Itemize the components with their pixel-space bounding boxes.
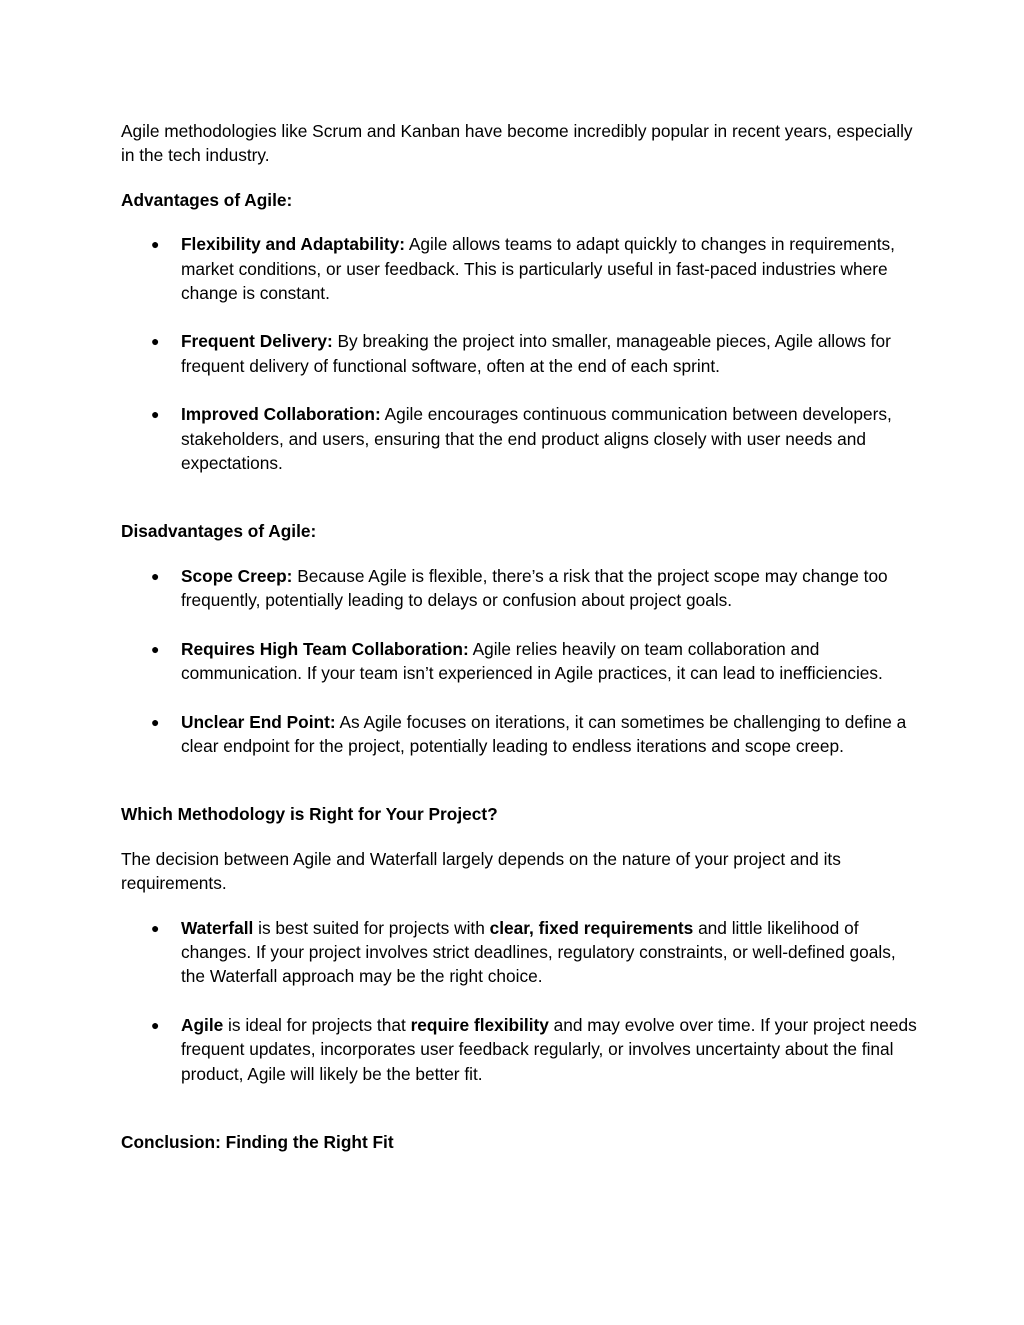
methodology-list (121, 916, 921, 1086)
item-emphasis: require flexibility (410, 1014, 549, 1035)
document-page (121, 119, 921, 1174)
item-text: Because Agile is flexible, there’s a risk that the project scope may change too frequently, potentially leading to delays or confusion about project goals. (181, 565, 888, 611)
item-term: Improved Collaboration: (181, 404, 381, 425)
item-term: Unclear End Point: (181, 711, 336, 732)
spacer (121, 1086, 921, 1130)
bullet-icon: ● (151, 640, 160, 657)
bullet-icon: ● (151, 919, 160, 936)
item-text: As Agile focuses on iterations, it can sometimes be challenging to define a clear endpoint for the project, potentially leading to endless iterations and scope creep. (181, 711, 907, 756)
bullet-icon: ● (151, 406, 160, 423)
item-term: Waterfall (181, 917, 254, 938)
item-emphasis: clear, fixed requirements (489, 917, 694, 938)
item-text: By breaking the project into smaller, manageable pieces, Agile allows for frequent delivery of functional software, often at the end of each sprint. (181, 331, 891, 376)
item-text: is ideal for projects that (223, 1014, 411, 1035)
item-text: is best suited for projects with (253, 917, 490, 938)
list-item (121, 232, 921, 305)
list-item (121, 402, 921, 475)
bullet-icon: ● (151, 567, 160, 584)
bullet-icon: ● (151, 713, 160, 730)
which-paragraph: The decision between Agile and Waterfall largely depends on the nature of your project and its requirements. (121, 848, 841, 894)
item-text: and may evolve over time. If your project needs frequent updates, incorporates user feedback regularly, or involves uncertainty about the final product, Agile will likely be the better fit. (181, 1014, 917, 1084)
list-item (121, 1013, 921, 1086)
item-term: Frequent Delivery: (181, 331, 333, 352)
advantages-heading: Advantages of Agile: (121, 189, 293, 210)
spacer (121, 475, 921, 519)
bullet-icon: ● (151, 236, 160, 253)
list-item (121, 916, 921, 989)
disadvantages-heading: Disadvantages of Agile: (121, 521, 317, 542)
list-item (121, 637, 921, 686)
which-heading: Which Methodology is Right for Your Project? (121, 804, 498, 825)
list-item (121, 329, 921, 378)
bullet-icon: ● (151, 1016, 160, 1033)
list-item (121, 710, 921, 759)
list-item (121, 564, 921, 613)
intro-paragraph: Agile methodologies like Scrum and Kanban have become incredibly popular in recent years, especially in the tech industry. (121, 121, 913, 166)
item-text: Agile allows teams to adapt quickly to changes in requirements, market conditions, or user feedback. This is particularly useful in fast-paced industries where change is constant. (181, 234, 895, 304)
item-term: Agile (181, 1014, 224, 1035)
item-term: Scope Creep: (181, 565, 293, 586)
item-text: Agile relies heavily on team collaboration and communication. If your team isn’t experienced in Agile practices, it can lead to inefficiencies. (181, 638, 883, 684)
item-text: and little likelihood of changes. If your project involves strict deadlines, regulatory constraints, or well-defined goals, the Waterfall approach may be the right choice. (181, 917, 896, 987)
disadvantages-list (121, 564, 921, 758)
item-term: Requires High Team Collaboration: (181, 638, 469, 659)
item-term: Flexibility and Adaptability: (181, 234, 406, 255)
item-text: Agile encourages continuous communication between developers, stakeholders, and users, ensuring that the end product aligns closely with user needs and expectations. (181, 404, 892, 474)
bullet-icon: ● (151, 333, 160, 350)
advantages-list (121, 232, 921, 475)
spacer (121, 758, 921, 802)
conclusion-heading: Conclusion: Finding the Right Fit (121, 1131, 394, 1152)
